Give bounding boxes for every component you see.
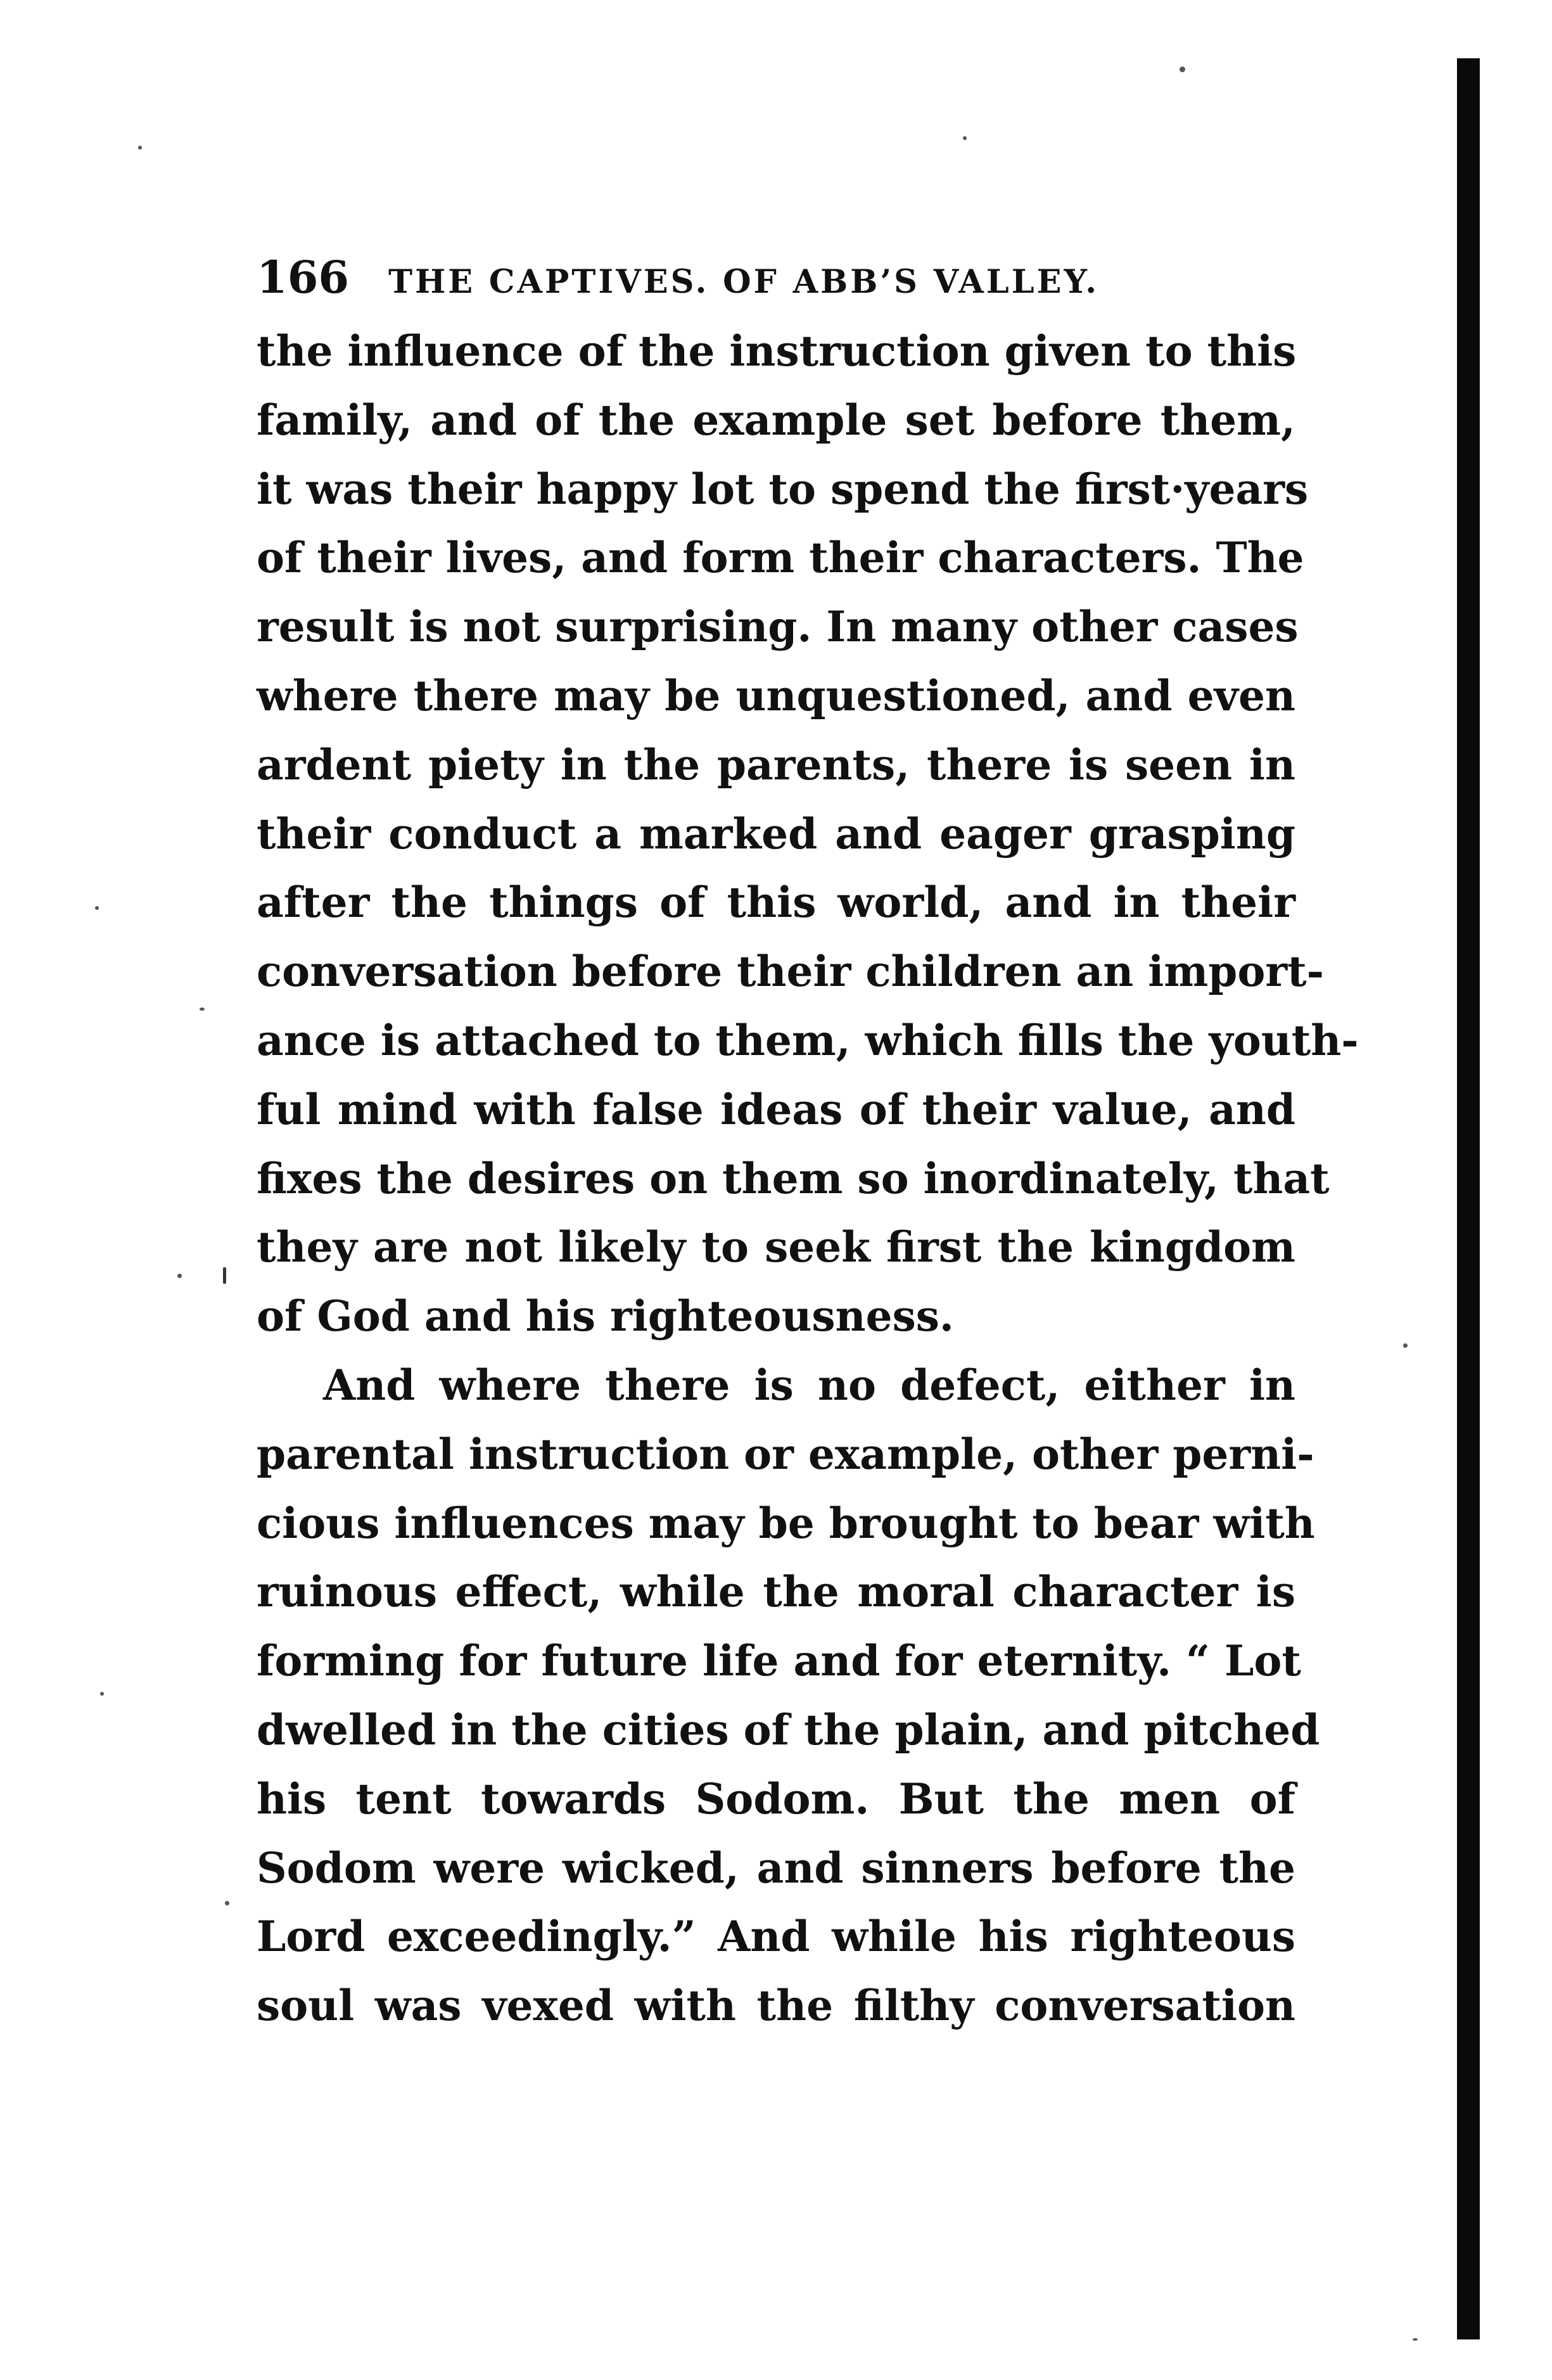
text-line: Lord exceedingly.” And while his righteous [257,1912,1295,1962]
text-line: ance is attached to them, which fills the youth- [257,1015,1359,1065]
text-line: of their lives, and form their characters. The [257,533,1304,583]
running-title: THE CAPTIVES. OF ABB’S VALLEY. [388,263,1100,301]
text-line: parental instruction or example, other perni- [257,1429,1314,1479]
text-line: ardent piety in the parents, there is seen in [257,739,1295,790]
text-line: Sodom were wicked, and sinners before the [257,1843,1295,1893]
text-line: their conduct a marked and eager grasping [257,809,1295,859]
text-line: forming for future life and for eternity. “ Lot [257,1636,1301,1686]
scan-speck [1180,67,1185,72]
text-line: his tent towards Sodom. But the men of [257,1774,1295,1824]
scan-speck [963,136,967,140]
text-line: they are not likely to seek first the kingdom [257,1222,1295,1272]
text-line: family, and of the example set before them, [257,395,1295,445]
text-line: fixes the desires on them so inordinately, that [257,1153,1330,1203]
scan-edge-bar [1457,58,1480,2339]
running-head [257,246,1302,309]
scan-speck [223,1267,226,1284]
text-line: of God and his righteousness. [257,1291,954,1341]
text-line: after the things of this world, and in their [257,878,1295,928]
page-number: 166 [257,251,350,304]
text-line: it was their happy lot to spend the first·years [257,464,1309,514]
scan-speck [225,1901,229,1905]
text-line: cious influences may be brought to bear with [257,1498,1315,1548]
text-line: ruinous effect, while the moral character is [257,1567,1295,1617]
text-line: where there may be unquestioned, and even [257,670,1295,720]
body-text [257,317,1359,2040]
text-line: And where there is no defect, either in [323,1360,1295,1410]
scan-speck [1413,2338,1418,2341]
scan-speck [138,146,142,150]
scan-speck [177,1274,182,1278]
text-line: conversation before their children an import- [257,947,1324,997]
scan-speck [1403,1343,1408,1348]
scan-speck [100,1692,104,1696]
text-line: ful mind with false ideas of their value, and [257,1084,1295,1134]
scan-speck [200,1008,205,1011]
text-line: result is not surprising. In many other cases [257,602,1299,652]
scan-speck [95,906,99,910]
text-line: dwelled in the cities of the plain, and pitched [257,1705,1320,1755]
text-line: soul was vexed with the filthy conversation [257,1981,1295,2031]
text-line: the influence of the instruction given to this [257,326,1297,376]
paragraph-2 [257,1351,1320,2040]
paragraph-1 [257,317,1359,1351]
